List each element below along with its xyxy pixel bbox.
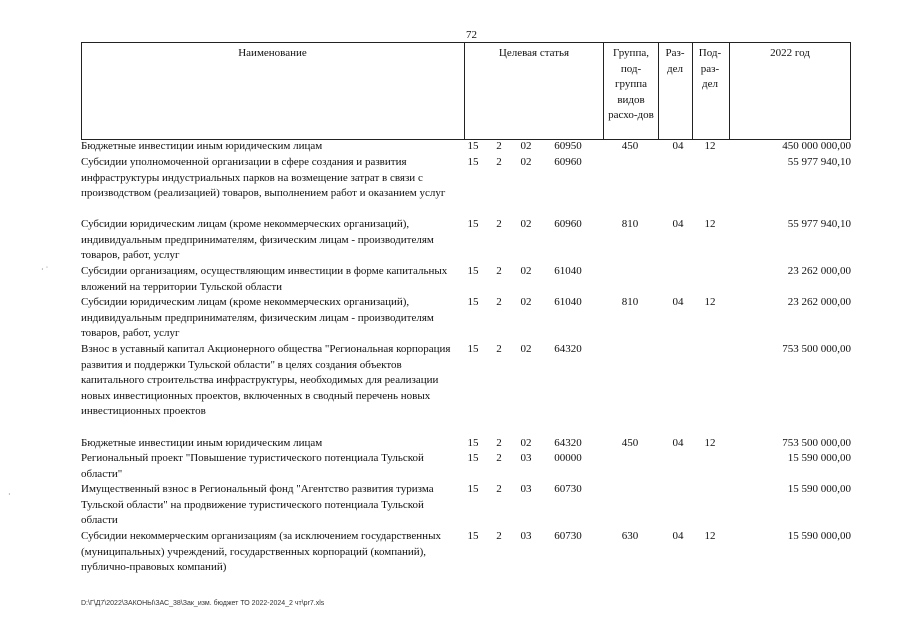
row-group: 630 [621,530,639,542]
row-amount: 753 500 000,00 [782,437,851,449]
row-code-4: 60960 [554,218,582,230]
row-code-2: 2 [496,156,502,168]
footer-file-path: D:\Г\Д7\2022\ЗАКОНЫ\ЗАС_38\Зак_изм. бюджет ТО 2022-2024_2 чт\pr7.xls [81,600,325,607]
header-border [658,43,659,139]
row-code-1: 15 [467,156,479,168]
row-code-3: 02 [520,140,532,152]
row-name: Субсидии организациям, осуществляющим инвестиции в форме капитальных вложений на территории Тульской области [81,265,448,293]
row-amount: 15 590 000,00 [787,530,851,542]
row-subsection: 12 [704,140,716,152]
row-code-2: 2 [496,296,502,308]
row-amount: 753 500 000,00 [782,343,851,355]
header-border [850,43,851,139]
row-code-3: 02 [520,218,532,230]
page-number: 72 [466,29,477,41]
row-name: Субсидии юридическим лицам (кроме некоммерческих организаций), индивидуальным предпринимателям, физическим лицам - производителям товаров, работ, услуг [81,218,434,261]
row-code-3: 03 [520,452,532,464]
row-code-4: 00000 [554,452,582,464]
row-amount: 55 977 940,10 [787,218,851,230]
row-code-4: 60730 [554,483,582,495]
row-code-4: 60730 [554,530,582,542]
row-code-2: 2 [496,140,502,152]
header-year: 2022 год [770,47,810,59]
table-header [81,42,851,140]
row-code-2: 2 [496,343,502,355]
row-name: Бюджетные инвестиции иным юридическим лицам [81,437,323,449]
row-code-4: 64320 [554,437,582,449]
scan-speck: · ˙ [41,265,49,274]
row-code-1: 15 [467,265,479,277]
row-name: Субсидии уполномоченной организации в сфере создания и развития инфраструктуры индустриальных парков на возмещение затрат в связи с производством (реализацией) товаров, выполнением работ и оказанием услуг [81,156,446,199]
row-code-4: 61040 [554,265,582,277]
row-code-3: 03 [520,530,532,542]
row-code-3: 02 [520,296,532,308]
row-code-4: 61040 [554,296,582,308]
row-code-2: 2 [496,265,502,277]
header-subsection: Под-раз-дел [698,47,722,90]
row-code-3: 03 [520,483,532,495]
row-code-2: 2 [496,530,502,542]
row-section: 04 [672,218,684,230]
row-code-2: 2 [496,218,502,230]
row-code-2: 2 [496,437,502,449]
row-amount: 15 590 000,00 [787,483,851,495]
row-code-4: 60960 [554,156,582,168]
row-amount: 23 262 000,00 [787,265,851,277]
header-section: Раз-дел [665,47,685,75]
row-code-3: 02 [520,437,532,449]
row-amount: 15 590 000,00 [787,452,851,464]
row-code-1: 15 [467,218,479,230]
row-name: Имущественный взнос в Региональный фонд "Агентство развития туризма Тульской области" на продвижение туристического потенциала Тульской области [81,483,434,526]
header-border [603,43,604,139]
row-amount: 23 262 000,00 [787,296,851,308]
row-code-3: 02 [520,156,532,168]
row-subsection: 12 [704,218,716,230]
row-code-4: 60950 [554,140,582,152]
header-name: Наименование [238,47,307,59]
row-subsection: 12 [704,296,716,308]
row-section: 04 [672,437,684,449]
row-section: 04 [672,140,684,152]
row-code-1: 15 [467,437,479,449]
row-group: 810 [621,296,639,308]
row-code-2: 2 [496,452,502,464]
row-group: 450 [621,140,639,152]
row-code-1: 15 [467,483,479,495]
row-code-1: 15 [467,530,479,542]
scan-speck: · [8,490,11,499]
row-code-4: 64320 [554,343,582,355]
row-code-1: 15 [467,343,479,355]
row-code-3: 02 [520,343,532,355]
row-code-1: 15 [467,140,479,152]
row-name: Взнос в уставный капитал Акционерного общества "Региональная корпорация развития и поддержки Тульской области" в целях создания объектов капитального строительства инфраструктуры, необходимых для реализации новых инвестиционных проектов, включенных в сводный перечень новых инвестиционных проектов [81,343,451,417]
row-subsection: 12 [704,530,716,542]
row-group: 810 [621,218,639,230]
row-section: 04 [672,530,684,542]
row-name: Региональный проект "Повышение туристического потенциала Тульской области" [81,452,424,480]
row-code-3: 02 [520,265,532,277]
row-name: Субсидии юридическим лицам (кроме некоммерческих организаций), индивидуальным предпринимателям, физическим лицам - производителям товаров, работ, услуг [81,296,434,339]
row-amount: 55 977 940,10 [787,156,851,168]
header-group: Группа, под-группа видов расхо-дов [608,47,654,121]
row-code-1: 15 [467,296,479,308]
row-name: Бюджетные инвестиции иным юридическим лицам [81,140,323,152]
header-target: Целевая статья [498,47,570,59]
row-amount: 450 000 000,00 [782,140,851,152]
row-code-1: 15 [467,452,479,464]
row-section: 04 [672,296,684,308]
row-code-2: 2 [496,483,502,495]
row-name: Субсидии некоммерческим организациям (за исключением государственных (муниципальных) учреждений, государственных корпораций (компаний), публично-правовых компаний) [81,530,441,573]
row-group: 450 [621,437,639,449]
row-subsection: 12 [704,437,716,449]
